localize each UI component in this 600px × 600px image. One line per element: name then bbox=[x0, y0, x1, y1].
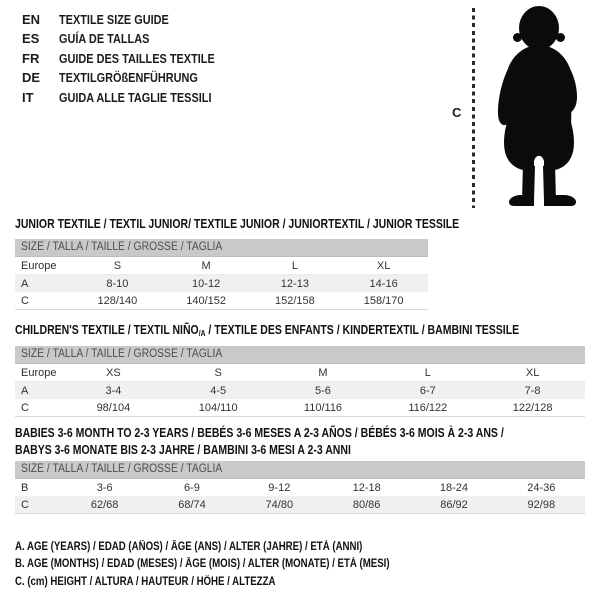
babies-heading-line2: BABYS 3-6 MONATE BIS 2-3 JAHRE / BAMBINI 3-6 MESI A 2-3 ANNI bbox=[15, 442, 351, 457]
children-cell: 5-6 bbox=[271, 382, 376, 400]
babies-heading-line1: BABIES 3-6 MONTH TO 2-3 YEARS / BEBÉS 3-6 MESES A 2-3 AÑOS / BÉBÉS 3-6 MOIS À 2-3 ANS / bbox=[15, 426, 504, 440]
junior-size-table bbox=[15, 239, 428, 310]
babies-row-label: B bbox=[21, 481, 29, 494]
children-heading-pre: CHILDREN'S TEXTILE / TEXTIL NIÑO bbox=[15, 323, 199, 337]
children-cell: 104/110 bbox=[198, 401, 238, 414]
junior-cell: 12-13 bbox=[251, 275, 340, 293]
children-row-age bbox=[15, 382, 585, 400]
language-code: FR bbox=[22, 50, 40, 66]
junior-section-heading bbox=[15, 217, 544, 231]
children-col-header: XS bbox=[61, 364, 166, 382]
junior-columns-row bbox=[15, 257, 428, 275]
babies-cell: 9-12 bbox=[268, 481, 291, 494]
children-col-header: S bbox=[166, 364, 271, 382]
junior-cell: 152/158 bbox=[274, 294, 315, 307]
note-text: B. AGE (MONTHS) / EDAD (MESES) / ÂGE (MOIS) / ALTER (MONATE) / ETÀ (MESI) bbox=[15, 558, 390, 571]
babies-row-label: C bbox=[15, 496, 61, 514]
junior-region-label: Europe bbox=[15, 257, 73, 275]
babies-cell: 68/74 bbox=[148, 496, 235, 514]
children-col-header: XL bbox=[480, 364, 585, 382]
junior-col-header: L bbox=[251, 257, 340, 275]
children-size-bar-label: SIZE / TALLA / TAILLE / GRÖSSE / TAGLIA bbox=[21, 348, 223, 360]
junior-row-height bbox=[15, 292, 428, 310]
babies-cell: 12-18 bbox=[352, 481, 381, 494]
language-row-it bbox=[22, 88, 244, 107]
junior-heading-text: JUNIOR TEXTILE / TEXTIL JUNIOR/ TEXTILE JUNIOR / JUNIORTEXTIL / JUNIOR TESSILE bbox=[15, 217, 460, 231]
language-title: GUÍA DE TALLAS bbox=[59, 31, 150, 47]
junior-cell: 14-16 bbox=[339, 275, 428, 293]
children-cell: 116/122 bbox=[408, 401, 448, 414]
babies-cell: 74/80 bbox=[236, 496, 323, 514]
children-cell: 3-4 bbox=[61, 382, 166, 400]
language-code: IT bbox=[22, 89, 34, 105]
children-row-height bbox=[15, 399, 585, 417]
children-size-bar bbox=[15, 346, 585, 364]
children-heading-text bbox=[15, 323, 519, 338]
junior-col-header: M bbox=[162, 257, 251, 275]
children-cell: 122/128 bbox=[512, 401, 553, 414]
language-row-en bbox=[22, 10, 244, 29]
babies-cell: 6-9 bbox=[184, 481, 200, 494]
children-heading-post: / TEXTILE DES ENFANTS / KINDERTEXTIL / BAMBINI TESSILE bbox=[205, 323, 520, 337]
children-heading-sub: /A bbox=[198, 329, 206, 338]
note-text: A. AGE (YEARS) / EDAD (AÑOS) / ÂGE (ANS) / ALTER (JAHRE) / ETÀ (ANNI) bbox=[15, 541, 363, 553]
children-section-heading bbox=[15, 323, 600, 338]
children-cell: 98/104 bbox=[96, 401, 131, 414]
children-size-table bbox=[15, 346, 585, 417]
language-row-es bbox=[22, 29, 244, 48]
babies-cell: 86/92 bbox=[410, 496, 497, 514]
legend-notes bbox=[15, 539, 461, 591]
junior-cell: 158/170 bbox=[363, 294, 404, 307]
language-row-de bbox=[22, 68, 244, 87]
babies-cell: 62/68 bbox=[61, 496, 148, 514]
language-code: DE bbox=[22, 70, 41, 86]
children-columns-row bbox=[15, 364, 585, 382]
junior-size-bar bbox=[15, 239, 428, 257]
children-row-label: A bbox=[15, 382, 61, 400]
height-measure-label: C bbox=[452, 105, 462, 120]
language-row-fr bbox=[22, 49, 244, 68]
babies-row-months bbox=[15, 479, 585, 496]
babies-size-bar-label: SIZE / TALLA / TAILLE / GRÖSSE / TAGLIA bbox=[21, 463, 223, 475]
babies-cell: 3-6 bbox=[96, 481, 113, 494]
children-cell: 7-8 bbox=[480, 382, 585, 400]
junior-cell: 140/152 bbox=[186, 294, 226, 307]
children-col-header: L bbox=[375, 364, 480, 382]
babies-cell: 18-24 bbox=[439, 481, 469, 494]
note-text: C. (cm) HEIGHT / ALTURA / HAUTEUR / HÖHE / ALTEZZA bbox=[15, 575, 276, 588]
language-title: TEXTILGRÖßENFÜHRUNG bbox=[59, 70, 198, 86]
children-cell: 6-7 bbox=[375, 382, 480, 400]
children-region-label: Europe bbox=[15, 364, 61, 382]
babies-row-height bbox=[15, 496, 585, 514]
babies-section-heading bbox=[15, 425, 597, 458]
language-title: TEXTILE SIZE GUIDE bbox=[59, 12, 169, 27]
junior-cell: 10-12 bbox=[162, 275, 251, 293]
babies-cell: 92/98 bbox=[498, 496, 585, 514]
height-dashed-line bbox=[472, 8, 475, 208]
children-cell: 110/116 bbox=[303, 401, 343, 414]
junior-cell: 8-10 bbox=[73, 275, 162, 293]
language-legend bbox=[22, 10, 244, 107]
junior-size-bar-label: SIZE / TALLA / TAILLE / GRÖSSE / TAGLIA bbox=[21, 241, 223, 253]
note-age-years bbox=[15, 539, 461, 556]
babies-size-bar bbox=[15, 461, 585, 479]
children-col-header: M bbox=[271, 364, 376, 382]
babies-size-table bbox=[15, 461, 585, 514]
junior-row-age bbox=[15, 275, 428, 293]
children-cell: 4-5 bbox=[166, 382, 271, 400]
baby-silhouette bbox=[486, 3, 599, 219]
children-row-label: C bbox=[21, 401, 29, 414]
language-code: EN bbox=[22, 12, 41, 27]
babies-cell: 80/86 bbox=[323, 496, 410, 514]
language-title: GUIDA ALLE TAGLIE TESSILI bbox=[59, 89, 212, 105]
note-height-cm bbox=[15, 574, 461, 591]
note-age-months bbox=[15, 556, 461, 573]
language-code: ES bbox=[22, 31, 40, 47]
junior-row-label: A bbox=[15, 275, 73, 293]
junior-row-label: C bbox=[21, 294, 29, 307]
junior-col-header: S bbox=[73, 257, 162, 275]
babies-cell: 24-36 bbox=[527, 481, 556, 494]
junior-col-header: XL bbox=[339, 257, 428, 275]
language-title: GUIDE DES TAILLES TEXTILE bbox=[59, 50, 215, 66]
junior-cell: 128/140 bbox=[97, 294, 138, 307]
